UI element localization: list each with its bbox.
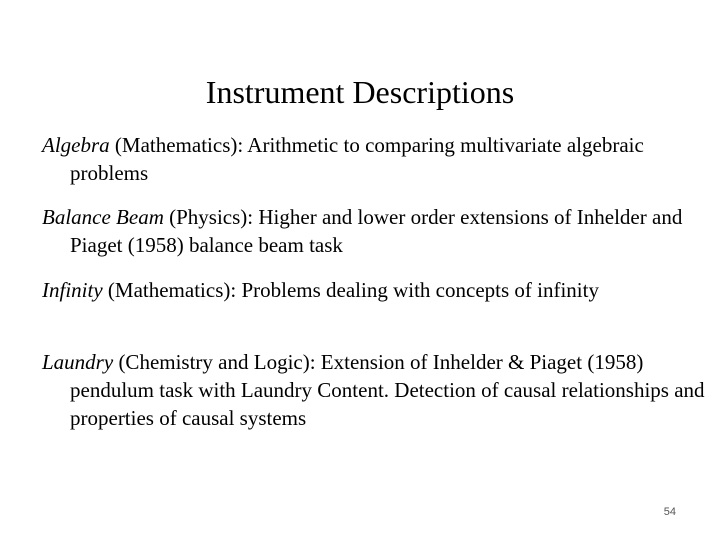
instrument-description: (Physics): Higher and lower order extensions of Inhelder and Piaget (1958) balance beam task [70,205,683,257]
instrument-description: (Mathematics): Arithmetic to comparing multivariate algebraic problems [70,133,644,185]
instrument-item-infinity [42,276,710,304]
instrument-item-balance-beam [42,203,710,259]
instrument-term: Infinity [42,278,103,302]
instrument-term: Laundry [42,350,114,374]
instrument-item-algebra [42,131,710,187]
instrument-term: Algebra [42,133,110,157]
slide-title: Instrument Descriptions [205,74,515,110]
instrument-description: (Chemistry and Logic): Extension of Inhelder & Piaget (1958) pendulum task with Laundry Content. Detection of causal relationships and properties of causal systems [70,350,705,430]
instrument-description: (Mathematics): Problems dealing with concepts of infinity [102,278,599,302]
page-number: 54 [663,506,676,518]
instrument-item-laundry [42,348,710,432]
instrument-term: Balance Beam [42,205,164,229]
